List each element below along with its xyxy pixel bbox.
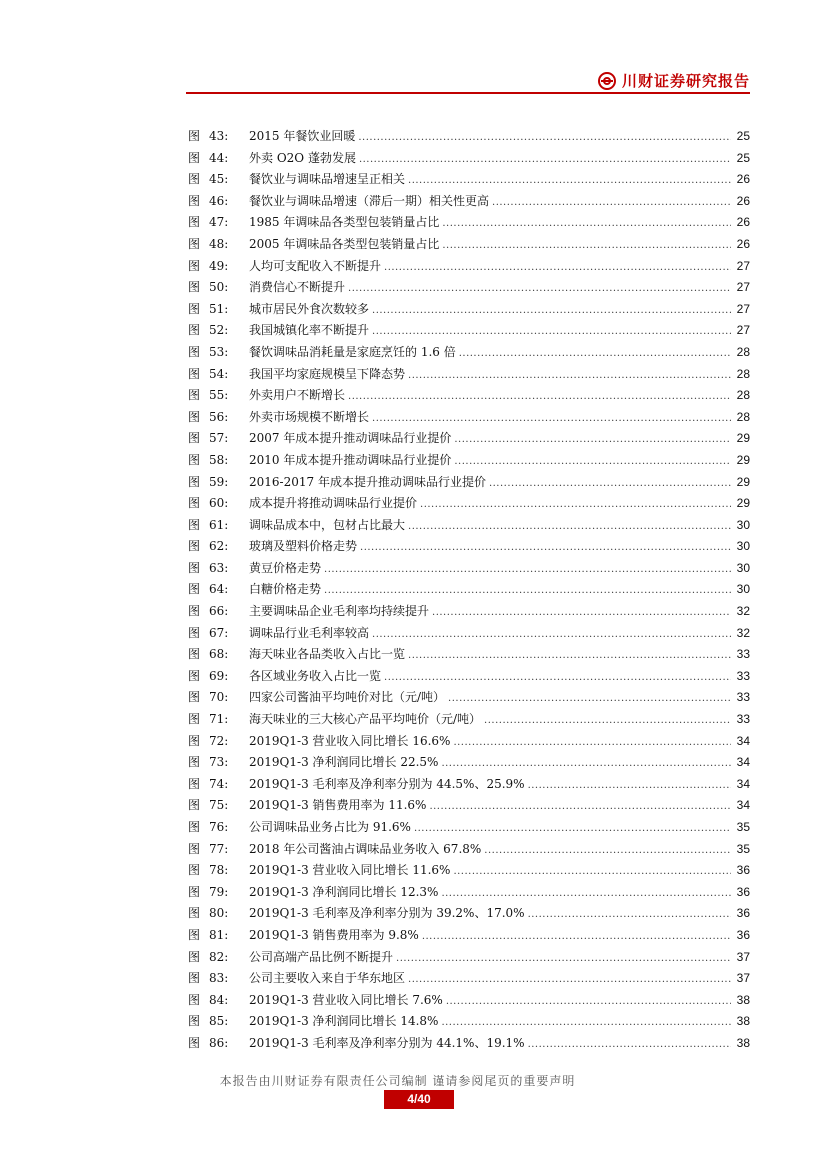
toc-page-number: 34 <box>736 733 750 748</box>
toc-entry[interactable] <box>188 234 750 256</box>
toc-figure-prefix: 图 <box>188 971 201 986</box>
toc-figure-prefix: 图 <box>188 625 201 640</box>
toc-figure-number: 53: <box>209 344 229 359</box>
toc-figure-prefix: 图 <box>188 301 201 316</box>
toc-figure-prefix: 图 <box>188 690 201 705</box>
toc-leader-dots <box>372 299 731 322</box>
toc-figure-number: 47: <box>209 215 229 230</box>
toc-leader-dots <box>360 536 731 559</box>
toc-figure-title: 2007 年成本提升推动调味品行业提价 <box>249 431 452 446</box>
toc-figure-number: 52: <box>209 323 229 338</box>
toc-figure-number: 74: <box>209 776 229 791</box>
toc-figure-title: 外卖市场规模不断增长 <box>249 409 370 424</box>
toc-figure-number: 75: <box>209 798 229 813</box>
toc-figure-number: 72: <box>209 733 229 748</box>
toc-figure-title: 黄豆价格走势 <box>249 560 322 575</box>
toc-entry[interactable] <box>188 774 750 796</box>
toc-entry[interactable] <box>188 860 750 882</box>
toc-entry[interactable] <box>188 731 750 753</box>
toc-figure-prefix: 图 <box>188 344 201 359</box>
toc-page-number: 25 <box>736 150 750 165</box>
company-logo-icon <box>598 72 616 90</box>
toc-page-number: 36 <box>736 884 750 899</box>
toc-leader-dots <box>489 472 731 495</box>
toc-page-number: 27 <box>736 301 750 316</box>
page-footer <box>0 1072 827 1089</box>
toc-leader-dots <box>484 709 731 732</box>
toc-page-number: 35 <box>736 841 750 856</box>
toc-figure-number: 50: <box>209 280 229 295</box>
toc-leader-dots <box>432 601 731 624</box>
header-divider <box>186 92 750 94</box>
toc-figure-number: 68: <box>209 647 229 662</box>
toc-figure-prefix: 图 <box>188 820 201 834</box>
toc-entry[interactable] <box>188 428 750 450</box>
toc-page-number: 28 <box>736 344 750 359</box>
toc-page-number: 29 <box>736 452 750 467</box>
toc-figure-title: 白糖价格走势 <box>249 582 322 597</box>
toc-figure-prefix: 图 <box>188 755 201 770</box>
toc-figure-prefix: 图 <box>188 668 201 683</box>
toc-figure-prefix: 图 <box>188 409 201 424</box>
toc-figure-prefix: 图 <box>188 193 201 208</box>
toc-entry[interactable] <box>188 817 750 839</box>
toc-entry[interactable] <box>188 601 750 623</box>
toc-leader-dots <box>348 277 731 300</box>
toc-figure-title: 消费信心不断提升 <box>249 280 346 295</box>
toc-figure-number: 63: <box>209 560 229 575</box>
toc-figure-number: 79: <box>209 884 229 899</box>
toc-leader-dots <box>359 148 731 171</box>
toc-page-number: 26 <box>736 236 750 251</box>
toc-figure-title: 2016-2017 年成本提升推动调味品行业提价 <box>249 474 486 489</box>
toc-figure-title: 2019Q1-3 营业收入同比增长 11.6% <box>249 863 451 878</box>
toc-figure-prefix: 图 <box>188 280 201 295</box>
toc-figure-title: 四家公司酱油平均吨价对比（元/吨） <box>249 690 446 705</box>
toc-entry[interactable] <box>188 148 750 170</box>
toc-entry[interactable] <box>188 1033 750 1055</box>
toc-entry[interactable] <box>188 299 750 321</box>
toc-entry[interactable] <box>188 666 750 688</box>
toc-figure-number: 81: <box>209 927 229 942</box>
toc-figure-title: 调味品成本中，包材占比最大 <box>249 517 406 532</box>
toc-figure-title: 2019Q1-3 销售费用率为 11.6% <box>249 798 427 813</box>
toc-entry[interactable] <box>188 925 750 947</box>
toc-page-number: 26 <box>736 172 750 187</box>
toc-figure-prefix: 图 <box>188 236 201 251</box>
toc-leader-dots <box>528 774 731 797</box>
toc-page-number: 38 <box>736 992 750 1007</box>
toc-figure-title: 城市居民外食次数较多 <box>249 301 370 316</box>
toc-figure-title: 2019Q1-3 净利润同比增长 14.8% <box>249 1014 439 1029</box>
toc-leader-dots <box>442 212 731 235</box>
toc-entry[interactable] <box>188 536 750 558</box>
toc-figure-number: 69: <box>209 668 229 683</box>
toc-entry[interactable] <box>188 882 750 904</box>
toc-entry[interactable] <box>188 687 750 709</box>
toc-entry[interactable] <box>188 169 750 191</box>
toc-leader-dots <box>454 450 731 473</box>
toc-figure-number: 82: <box>209 949 229 964</box>
toc-figure-prefix: 图 <box>188 474 201 489</box>
toc-figure-number: 61: <box>209 517 229 532</box>
toc-leader-dots <box>396 947 731 970</box>
toc-figure-prefix: 图 <box>188 323 201 338</box>
toc-page-number: 33 <box>736 668 750 683</box>
toc-page-number: 26 <box>736 215 750 230</box>
toc-figure-prefix: 图 <box>188 647 201 662</box>
footer-disclaimer: 本报告由川财证券有限责任公司编制 谨请参阅尾页的重要声明 <box>219 1074 576 1088</box>
toc-figure-number: 80: <box>209 906 229 921</box>
toc-figure-prefix: 图 <box>188 496 201 511</box>
toc-figure-number: 86: <box>209 1035 229 1050</box>
toc-leader-dots <box>442 234 731 257</box>
toc-entry[interactable] <box>188 277 750 299</box>
toc-figure-prefix: 图 <box>188 1014 201 1029</box>
toc-figure-number: 49: <box>209 258 229 273</box>
toc-page-number: 37 <box>736 971 750 986</box>
toc-leader-dots <box>324 558 731 581</box>
toc-figure-prefix: 图 <box>188 776 201 791</box>
toc-leader-dots <box>408 515 731 538</box>
toc-leader-dots <box>408 169 731 192</box>
toc-figure-title: 2019Q1-3 营业收入同比增长 16.6% <box>249 733 451 748</box>
toc-entry[interactable] <box>188 126 750 148</box>
toc-figure-title: 2010 年成本提升推动调味品行业提价 <box>249 452 452 467</box>
toc-leader-dots <box>528 1033 731 1056</box>
toc-figure-prefix: 图 <box>188 949 201 964</box>
toc-figure-prefix: 图 <box>188 517 201 532</box>
page-header <box>186 62 750 94</box>
toc-figure-number: 78: <box>209 863 229 878</box>
toc-figure-title: 2019Q1-3 净利润同比增长 22.5% <box>249 755 439 770</box>
toc-figure-title: 成本提升将推动调味品行业提价 <box>249 496 418 511</box>
toc-page-number: 30 <box>736 582 750 597</box>
toc-page-number: 30 <box>736 560 750 575</box>
toc-figure-title: 各区域业务收入占比一览 <box>249 668 382 683</box>
toc-figure-title: 外卖 O2O 蓬勃发展 <box>249 150 356 165</box>
toc-figure-prefix: 图 <box>188 992 201 1007</box>
toc-figure-title: 2005 年调味品各类型包装销量占比 <box>249 236 440 251</box>
toc-leader-dots <box>372 623 731 646</box>
toc-page-number: 27 <box>736 258 750 273</box>
toc-figure-number: 59: <box>209 474 229 489</box>
toc-figure-title: 2019Q1-3 净利润同比增长 12.3% <box>249 884 439 899</box>
toc-page-number: 28 <box>736 366 750 381</box>
toc-entry[interactable] <box>188 342 750 364</box>
toc-page-number: 36 <box>736 863 750 878</box>
toc-leader-dots <box>429 795 731 818</box>
toc-figure-prefix: 图 <box>188 884 201 899</box>
toc-page-number: 27 <box>736 323 750 338</box>
toc-figure-prefix: 图 <box>188 366 201 381</box>
toc-leader-dots <box>358 126 731 149</box>
toc-figure-number: 84: <box>209 992 229 1007</box>
toc-leader-dots <box>453 731 731 754</box>
figure-index <box>188 126 750 1055</box>
toc-leader-dots <box>408 968 731 991</box>
toc-figure-title: 公司主要收入来自于华东地区 <box>249 971 406 986</box>
toc-leader-dots <box>484 839 731 862</box>
toc-entry[interactable] <box>188 515 750 537</box>
toc-figure-prefix: 图 <box>188 733 201 748</box>
toc-figure-title: 2019Q1-3 销售费用率为 9.8% <box>249 927 419 942</box>
toc-figure-prefix: 图 <box>188 841 201 856</box>
brand <box>598 70 750 91</box>
toc-entry[interactable] <box>188 795 750 817</box>
toc-page-number: 26 <box>736 193 750 208</box>
toc-page-number: 35 <box>736 820 750 834</box>
toc-page-number: 36 <box>736 906 750 921</box>
toc-entry[interactable] <box>188 407 750 429</box>
toc-leader-dots <box>448 687 731 710</box>
toc-figure-number: 58: <box>209 452 229 467</box>
toc-entry[interactable] <box>188 558 750 580</box>
toc-leader-dots <box>453 860 731 883</box>
toc-figure-prefix: 图 <box>188 452 201 467</box>
toc-figure-title: 2019Q1-3 毛利率及净利率分别为 44.1%、19.1% <box>249 1035 525 1050</box>
toc-figure-title: 公司高端产品比例不断提升 <box>249 949 394 964</box>
toc-entry[interactable] <box>188 644 750 666</box>
toc-figure-number: 44: <box>209 150 229 165</box>
toc-leader-dots <box>384 666 731 689</box>
toc-page-number: 28 <box>736 388 750 403</box>
toc-leader-dots <box>408 644 731 667</box>
toc-figure-prefix: 图 <box>188 560 201 575</box>
toc-page-number: 34 <box>736 776 750 791</box>
toc-page-number: 32 <box>736 625 750 640</box>
toc-figure-prefix: 图 <box>188 798 201 813</box>
toc-figure-number: 67: <box>209 625 229 640</box>
toc-leader-dots <box>408 364 731 387</box>
toc-entry[interactable] <box>188 990 750 1012</box>
toc-entry[interactable] <box>188 1011 750 1033</box>
toc-leader-dots <box>324 579 731 602</box>
toc-figure-title: 海天味业各品类收入占比一览 <box>249 647 406 662</box>
toc-figure-number: 77: <box>209 841 229 856</box>
toc-page-number: 34 <box>736 798 750 813</box>
toc-entry[interactable] <box>188 903 750 925</box>
toc-page-number: 30 <box>736 539 750 554</box>
toc-figure-number: 55: <box>209 388 229 403</box>
toc-figure-number: 70: <box>209 690 229 705</box>
toc-figure-title: 调味品行业毛利率较高 <box>249 625 370 640</box>
page-number: 4/40 <box>384 1090 454 1109</box>
toc-entry[interactable] <box>188 947 750 969</box>
toc-figure-prefix: 图 <box>188 129 201 143</box>
toc-page-number: 33 <box>736 712 750 727</box>
toc-page-number: 28 <box>736 409 750 424</box>
toc-figure-title: 2019Q1-3 营业收入同比增长 7.6% <box>249 992 443 1007</box>
toc-leader-dots <box>414 817 731 840</box>
toc-leader-dots <box>441 1011 731 1034</box>
toc-figure-number: 46: <box>209 193 229 208</box>
toc-figure-prefix: 图 <box>188 1035 201 1050</box>
toc-leader-dots <box>441 752 731 775</box>
toc-figure-number: 57: <box>209 431 229 446</box>
toc-leader-dots <box>459 342 731 365</box>
toc-page-number: 27 <box>736 280 750 295</box>
toc-figure-title: 2018 年公司酱油占调味品业务收入 67.8% <box>249 841 482 856</box>
toc-entry[interactable] <box>188 493 750 515</box>
toc-page-number: 25 <box>736 129 750 143</box>
toc-figure-title: 2019Q1-3 毛利率及净利率分别为 44.5%、25.9% <box>249 776 525 791</box>
toc-figure-title: 2019Q1-3 毛利率及净利率分别为 39.2%、17.0% <box>249 906 525 921</box>
toc-figure-number: 60: <box>209 496 229 511</box>
toc-leader-dots <box>446 990 731 1013</box>
toc-page-number: 38 <box>736 1035 750 1050</box>
toc-leader-dots <box>454 428 731 451</box>
toc-figure-number: 73: <box>209 755 229 770</box>
toc-leader-dots <box>492 191 731 214</box>
toc-figure-title: 外卖用户不断增长 <box>249 388 346 403</box>
toc-figure-title: 公司调味品业务占比为 91.6% <box>249 820 411 834</box>
toc-figure-title: 2015 年餐饮业回暖 <box>249 129 356 143</box>
toc-entry[interactable] <box>188 579 750 601</box>
toc-entry[interactable] <box>188 450 750 472</box>
toc-page-number: 36 <box>736 927 750 942</box>
toc-leader-dots <box>372 407 731 430</box>
toc-page-number: 29 <box>736 496 750 511</box>
toc-figure-prefix: 图 <box>188 215 201 230</box>
toc-entry[interactable] <box>188 623 750 645</box>
toc-figure-prefix: 图 <box>188 258 201 273</box>
toc-page-number: 29 <box>736 431 750 446</box>
toc-leader-dots <box>528 903 731 926</box>
toc-entry[interactable] <box>188 839 750 861</box>
toc-figure-number: 62: <box>209 539 229 554</box>
toc-figure-prefix: 图 <box>188 712 201 727</box>
toc-page-number: 32 <box>736 604 750 619</box>
toc-figure-title: 餐饮调味品消耗量是家庭烹饪的 1.6 倍 <box>249 344 456 359</box>
toc-leader-dots <box>422 925 731 948</box>
toc-page-number: 30 <box>736 517 750 532</box>
toc-figure-title: 餐饮业与调味品增速（滞后一期）相关性更高 <box>249 193 490 208</box>
toc-entry[interactable] <box>188 472 750 494</box>
toc-figure-number: 51: <box>209 301 229 316</box>
toc-leader-dots <box>348 385 731 408</box>
toc-figure-prefix: 图 <box>188 388 201 403</box>
toc-figure-title: 我国平均家庭规模呈下降态势 <box>249 366 406 381</box>
toc-figure-number: 85: <box>209 1014 229 1029</box>
toc-entry[interactable] <box>188 385 750 407</box>
toc-entry[interactable] <box>188 191 750 213</box>
toc-leader-dots <box>441 882 731 905</box>
toc-figure-prefix: 图 <box>188 539 201 554</box>
toc-figure-prefix: 图 <box>188 604 201 619</box>
toc-figure-title: 玻璃及塑料价格走势 <box>249 539 358 554</box>
toc-page-number: 29 <box>736 474 750 489</box>
toc-figure-number: 76: <box>209 820 229 834</box>
toc-figure-prefix: 图 <box>188 863 201 878</box>
toc-figure-prefix: 图 <box>188 431 201 446</box>
toc-figure-prefix: 图 <box>188 172 201 187</box>
toc-figure-title: 人均可支配收入不断提升 <box>249 258 382 273</box>
toc-figure-prefix: 图 <box>188 582 201 597</box>
toc-entry[interactable] <box>188 256 750 278</box>
toc-page-number: 33 <box>736 647 750 662</box>
toc-figure-prefix: 图 <box>188 150 201 165</box>
toc-entry[interactable] <box>188 968 750 990</box>
toc-figure-number: 66: <box>209 604 229 619</box>
toc-figure-title: 1985 年调味品各类型包装销量占比 <box>249 215 440 230</box>
toc-leader-dots <box>372 320 731 343</box>
toc-figure-number: 54: <box>209 366 229 381</box>
toc-figure-title: 餐饮业与调味品增速呈正相关 <box>249 172 406 187</box>
brand-name: 川财证券研究报告 <box>621 72 750 90</box>
toc-entry[interactable] <box>188 320 750 342</box>
toc-figure-title: 我国城镇化率不断提升 <box>249 323 370 338</box>
toc-figure-number: 71: <box>209 712 229 727</box>
toc-figure-title: 海天味业的三大核心产品平均吨价（元/吨） <box>249 712 482 727</box>
toc-page-number: 34 <box>736 755 750 770</box>
toc-leader-dots <box>384 256 731 279</box>
toc-figure-prefix: 图 <box>188 927 201 942</box>
toc-figure-number: 45: <box>209 172 229 187</box>
toc-figure-number: 56: <box>209 409 229 424</box>
toc-figure-title: 主要调味品企业毛利率均持续提升 <box>249 604 430 619</box>
toc-entry[interactable] <box>188 364 750 386</box>
toc-page-number: 37 <box>736 949 750 964</box>
toc-figure-number: 64: <box>209 582 229 597</box>
toc-figure-prefix: 图 <box>188 906 201 921</box>
toc-page-number: 38 <box>736 1014 750 1029</box>
toc-entry[interactable] <box>188 709 750 731</box>
toc-figure-number: 83: <box>209 971 229 986</box>
toc-entry[interactable] <box>188 212 750 234</box>
toc-figure-number: 43: <box>209 129 229 143</box>
toc-leader-dots <box>420 493 731 516</box>
toc-figure-number: 48: <box>209 236 229 251</box>
toc-page-number: 33 <box>736 690 750 705</box>
toc-entry[interactable] <box>188 752 750 774</box>
